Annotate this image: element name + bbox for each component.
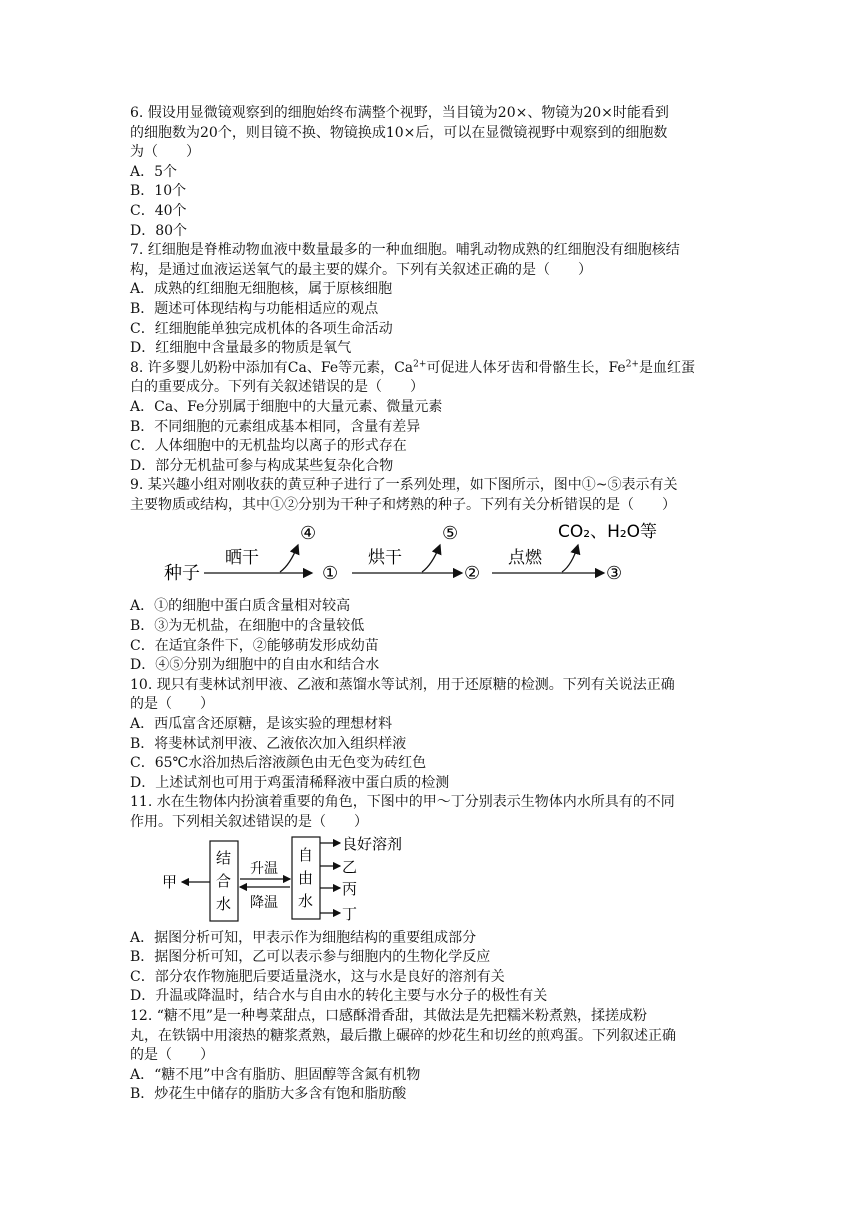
text-segment: 8. 许多婴儿奶粉中添加有Ca、Fe等元素，Ca [130,359,414,376]
option-d: D．80个 [130,222,188,239]
question-10 [130,676,730,794]
question-text: 的是（ ） [130,1047,214,1064]
box1-char: 水 [216,894,232,913]
question-9 [130,476,730,676]
option-c: C．40个 [130,202,187,219]
option-b: B．将斐林试剂甲液、乙液依次加入组织样液 [130,735,407,752]
question-text: 7. 红细胞是脊椎动物血液中数量最多的一种血细胞。哺乳动物成熟的红细胞没有细胞核结 [130,242,680,259]
option-b: B．题述可体现结构与功能相适应的观点 [130,300,379,317]
result-2-label: ② [464,563,481,585]
option-c: C．65℃水浴加热后溶液颜色由无色变为砖红色 [130,755,427,772]
branch-arrow-2 [422,545,440,572]
output-ding-label: 丁 [342,904,358,923]
output-5-label: ⑤ [442,523,459,545]
result-3-label: ③ [606,563,623,585]
branch-arrow-1 [280,545,298,572]
option-d: D．升温或降温时，结合水与自由水的转化主要与水分子的极性有关 [130,988,548,1005]
text-segment: 可促进人体牙齿和骨骼生长，Fe [426,359,626,376]
option-a: A．西瓜富含还原糖，是该实验的理想材料 [130,716,393,733]
water-function-svg [130,835,730,927]
step-2-label: 烘干 [368,548,402,569]
box2-char: 由 [298,868,314,887]
option-b: B．③为无机盐，在细胞中的含量较低 [130,618,365,635]
question-6 [130,104,730,241]
option-d: D．上述试剂也可用于鸡蛋清稀释液中蛋白质的检测 [130,774,450,791]
step-3-label: 点燃 [508,548,542,569]
warming-label: 升温 [250,860,278,877]
question-text [130,359,730,379]
question-text: 丸，在铁锅中用滚热的糖浆煮熟，最后撒上碾碎的炒花生和切丝的煎鸡蛋。下列叙述正确 [130,1027,676,1044]
option-d: D．④⑤分别为细胞中的自由水和结合水 [130,657,380,674]
option-a: A．“糖不甩”中含有脂肪、胆固醇等含氮有机物 [130,1066,421,1083]
question-text: 6. 假设用显微镜观察到的细胞始终布满整个视野，当目镜为20×、物镜为20×时能看到 [130,105,669,121]
output-co2-label: CO₂、H₂O等 [558,522,658,543]
option-d: D．部分无机盐可参与构成某些复杂化合物 [130,457,394,474]
option-b: B．不同细胞的元素组成基本相同，含量有差异 [130,418,421,435]
question-text: 作用。下列相关叙述错误的是（ ） [130,814,368,830]
step-1-label: 晒干 [225,548,259,569]
branch-arrow-3 [562,545,578,572]
output-solvent-label: 良好溶剂 [342,834,403,853]
seed-process-diagram [130,519,730,595]
option-c: C．红细胞能单独完成机体的各项生命活动 [130,320,393,337]
text-segment: 是血红蛋 [638,359,695,376]
question-text: 白的重要成分。下列有关叙述错误的是（ ） [130,379,424,396]
option-c: C．人体细胞中的无机盐均以离子的形式存在 [130,438,407,455]
option-a: A．①的细胞中蛋白质含量相对较高 [130,598,351,615]
question-text: 10. 现只有斐林试剂甲液、乙液和蒸馏水等试剂，用于还原糖的检测。下列有关说法正确 [130,676,675,693]
question-text: 的细胞数为20个，则目镜不换、物镜换成10×后，可以在显微镜视野中观察到的细胞数 [130,124,668,141]
box2-char: 自 [298,845,314,864]
box1-char: 合 [216,871,232,890]
option-a: A．据图分析可知，甲表示作为细胞结构的重要组成部分 [130,929,477,946]
option-d: D．红细胞中含量最多的物质是氧气 [130,340,352,357]
cooling-label: 降温 [250,894,278,911]
superscript: 2+ [413,359,427,370]
question-text: 12. “糖不甩”是一种粤菜甜点，口感酥滑香甜，其做法是先把糯米粉煮熟，揉搓成粉 [130,1007,648,1024]
superscript: 2+ [625,359,639,370]
output-jia-label: 甲 [162,872,178,891]
option-b: B．10个 [130,183,187,200]
result-1-label: ① [322,563,339,585]
option-a: A．5个 [130,163,178,180]
box1-char: 结 [216,848,232,867]
option-c: C．在适宜条件下，②能够萌发形成幼苗 [130,637,379,654]
option-c: C．部分农作物施肥后要适量浇水，这与水是良好的溶剂有关 [130,968,505,985]
seed-label: 种子 [164,563,200,585]
question-text: 为（ ） [130,144,200,161]
question-text: 的是（ ） [130,696,214,713]
question-text: 构，是通过血液运送氧气的最主要的媒介。下列有关叙述正确的是（ ） [130,261,592,278]
option-a: A．Ca、Fe分别属于细胞中的大量元素、微量元素 [130,398,443,415]
box2-char: 水 [298,891,314,910]
question-text: 11. 水在生物体内扮演着重要的角色，下图中的甲～丁分别表示生物体内水所具有的不同 [130,794,675,811]
water-function-diagram [130,835,730,927]
question-text: 9. 某兴趣小组对刚收获的黄豆种子进行了一系列处理，如下图所示，图中①~⑤表示有关 [130,477,678,494]
output-bing-label: 丙 [342,879,358,898]
question-text: 主要物质或结构，其中①②分别为干种子和烤熟的种子。下列有关分析错误的是（ ） [130,496,676,513]
seed-process-svg [130,519,730,595]
output-yi-label: 乙 [342,857,358,876]
question-8 [130,359,730,477]
question-7 [130,241,730,359]
option-b: B．炒花生中储存的脂肪大多含有饱和脂肪酸 [130,1086,407,1103]
question-11 [130,793,730,1007]
option-b: B．据图分析可知，乙可以表示参与细胞内的生物化学反应 [130,949,491,966]
question-12 [130,1007,730,1105]
option-a: A．成熟的红细胞无细胞核，属于原核细胞 [130,281,393,298]
output-4-label: ④ [300,523,317,545]
exam-page [130,104,730,1105]
